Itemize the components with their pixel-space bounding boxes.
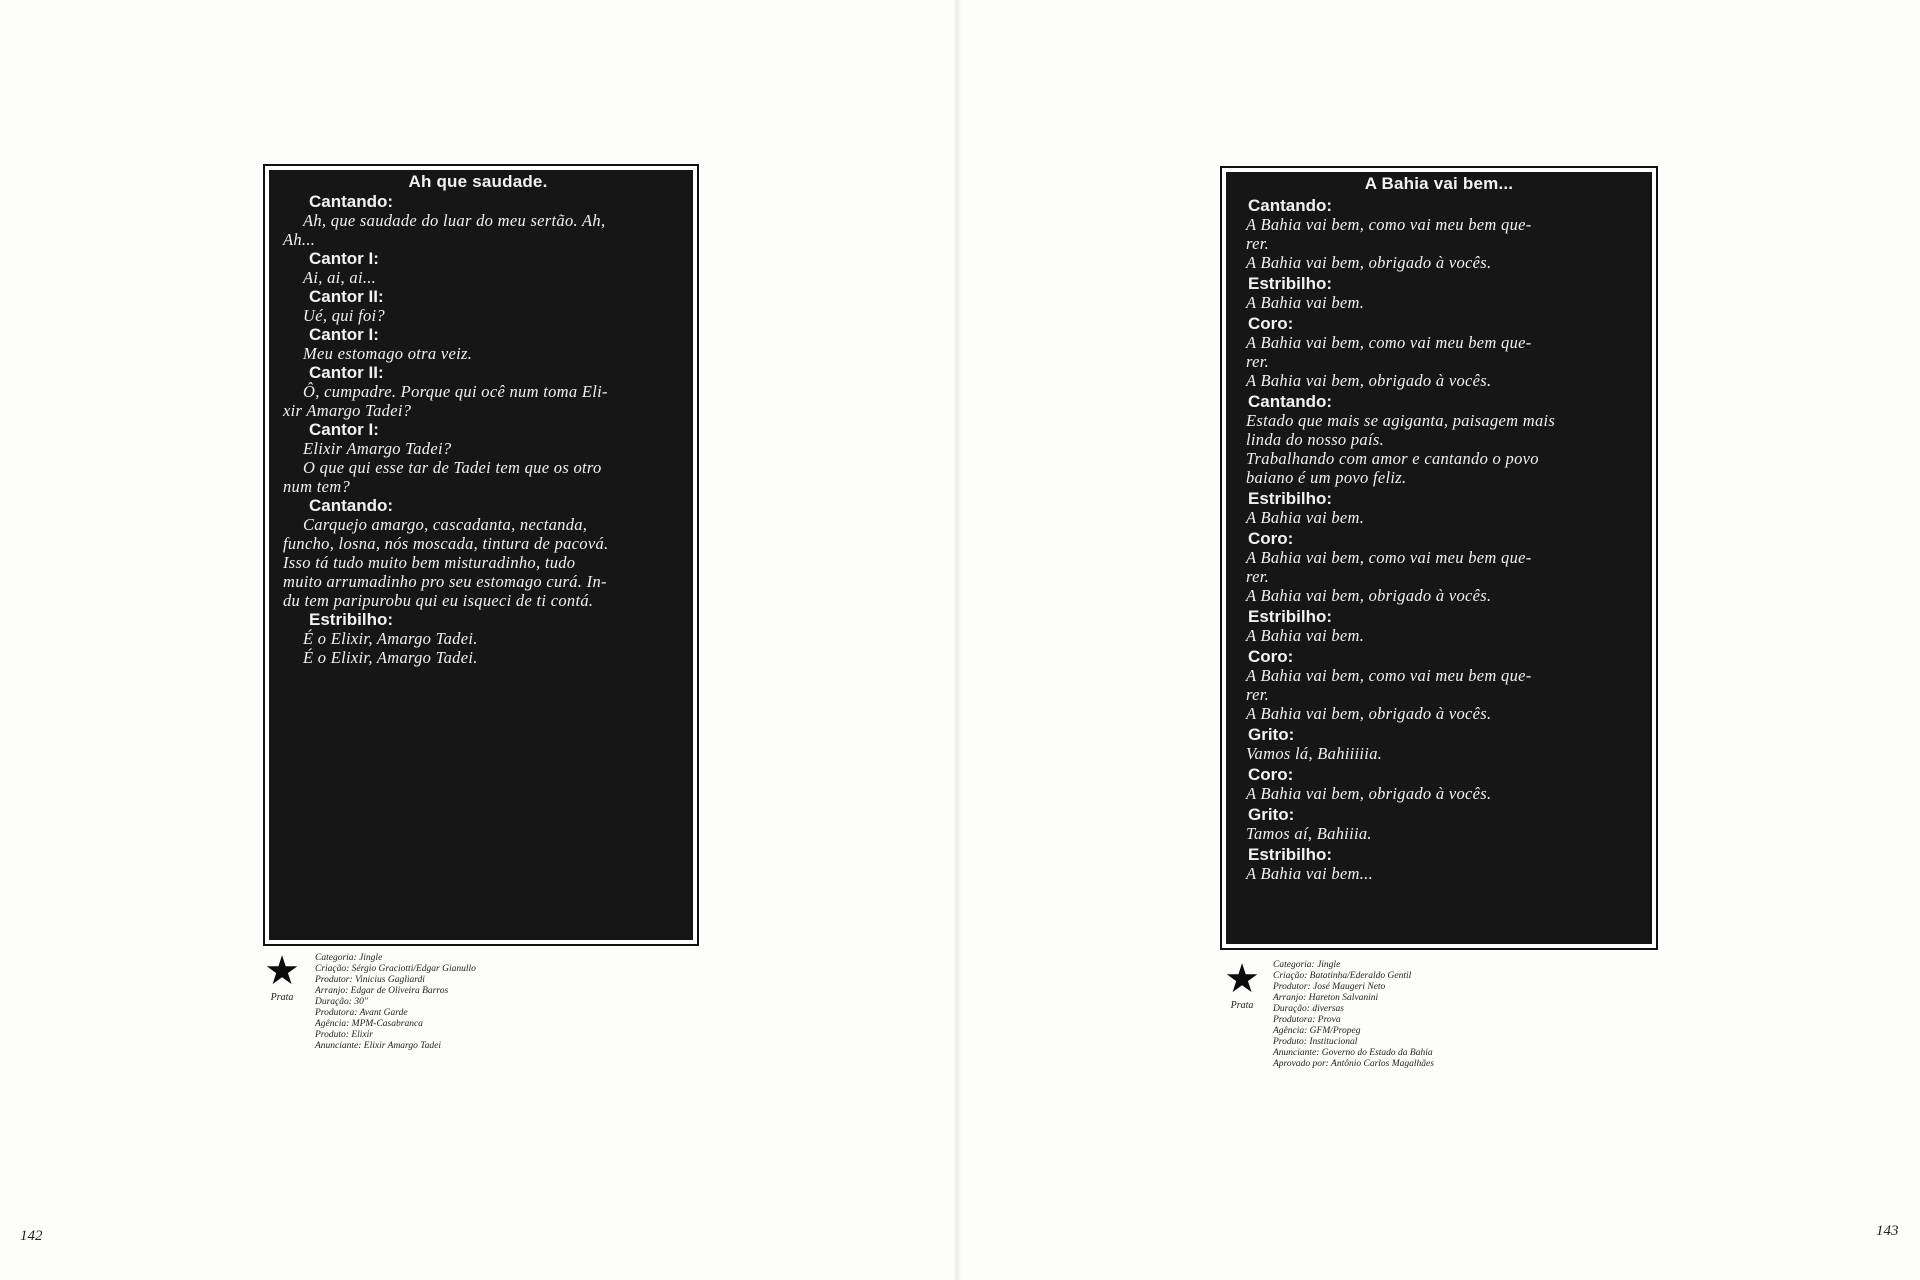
speaker-label: Estribilho:	[1248, 607, 1333, 626]
lyric-line: A Bahia vai bem, obrigado à vocês.	[1246, 586, 1492, 605]
lyric-line: Ah, que saudade do luar do meu sertão. Ah,	[303, 211, 606, 230]
credit-line: Duração: 30"	[315, 997, 368, 1007]
lyric-line: funcho, losna, nós moscada, tintura de pacová.	[283, 534, 609, 553]
credit-line: Agência: MPM-Casabranca	[315, 1019, 423, 1029]
lyric-line: Isso tá tudo muito bem misturadinho, tudo	[283, 553, 576, 572]
lyric-line: Vamos lá, Bahiiiiia.	[1246, 744, 1383, 763]
credit-line: Produtor: José Maugeri Neto	[1273, 982, 1386, 992]
speaker-label: Coro:	[1248, 765, 1294, 784]
right-credits	[1273, 960, 1434, 1070]
left-lyrics-lines	[283, 192, 673, 667]
right-lyrics-panel	[1226, 172, 1652, 944]
lyric-line: Meu estomago otra veiz.	[303, 344, 473, 363]
star-icon: ★	[1224, 956, 1260, 1001]
credit-line: Produtora: Prova	[1273, 1015, 1341, 1025]
lyric-line: A Bahia vai bem, como vai meu bem que-	[1246, 333, 1532, 352]
left-credits	[315, 953, 476, 1052]
lyric-line: A Bahia vai bem, obrigado à vocês.	[1246, 253, 1492, 272]
lyric-line: É o Elixir, Amargo Tadei.	[303, 629, 478, 648]
speaker-label: Cantando:	[1248, 196, 1333, 215]
lyric-line: A Bahia vai bem, como vai meu bem que-	[1246, 666, 1532, 685]
lyric-line: Estado que mais se agiganta, paisagem mais	[1246, 411, 1556, 430]
credit-line: Arranjo: Edgar de Oliveira Barros	[315, 986, 449, 996]
left-award	[262, 948, 302, 1003]
credit-line: Arranjo: Hareton Salvanini	[1273, 993, 1379, 1003]
lyric-line: A Bahia vai bem, obrigado à vocês.	[1246, 784, 1492, 803]
lyric-line: Ô, cumpadre. Porque qui ocê num toma Eli-	[303, 382, 608, 401]
credit-line: Produto: Institucional	[1273, 1037, 1358, 1047]
credit-line: Anunciante: Governo do Estado da Bahia	[1273, 1048, 1433, 1058]
speaker-label: Cantor II:	[309, 363, 384, 382]
lyric-line: A Bahia vai bem, como vai meu bem que-	[1246, 548, 1532, 567]
credit-line: Produtor: Vinicius Gagliardi	[315, 975, 425, 985]
lyric-line: rer.	[1246, 685, 1270, 704]
lyric-line: A Bahia vai bem...	[1246, 864, 1373, 883]
left-award-label: Prata	[270, 992, 294, 1003]
credit-line: Produtora: Avant Garde	[315, 1008, 408, 1018]
speaker-label: Estribilho:	[1248, 274, 1333, 293]
credit-line: Aprovado por: Antônio Carlos Magalhães	[1273, 1059, 1434, 1069]
credit-line: Produto: Elixir	[315, 1030, 373, 1040]
left-page-number: 142	[20, 1228, 43, 1244]
right-lyrics-lines	[1246, 196, 1632, 883]
lyric-line: É o Elixir, Amargo Tadei.	[303, 648, 478, 667]
speaker-label: Cantor I:	[309, 325, 379, 344]
lyric-line: Ai, ai, ai...	[303, 268, 377, 287]
lyric-line: O que qui esse tar de Tadei tem que os otro	[303, 458, 602, 477]
lyric-line: rer.	[1246, 352, 1270, 371]
speaker-label: Grito:	[1248, 805, 1295, 824]
credit-line: Anunciante: Elixir Amargo Tadei	[315, 1041, 442, 1051]
lyric-line: du tem paripurobu qui eu isqueci de ti contá.	[283, 591, 594, 610]
lyric-line: A Bahia vai bem.	[1246, 626, 1365, 645]
speaker-label: Cantando:	[1248, 392, 1333, 411]
left-lyrics-title: Ah que saudade.	[408, 172, 548, 191]
lyric-line: A Bahia vai bem, como vai meu bem que-	[1246, 215, 1532, 234]
lyric-line: linda do nosso país.	[1246, 430, 1385, 449]
right-award-label: Prata	[1230, 1000, 1254, 1011]
right-award	[1222, 956, 1262, 1011]
speaker-label: Cantando:	[309, 192, 394, 211]
speaker-label: Estribilho:	[309, 610, 394, 629]
credit-line: Agência: GFM/Propeg	[1273, 1026, 1361, 1036]
credit-line: Criação: Sérgio Graciotti/Edgar Gianullo	[315, 964, 476, 974]
lyric-line: A Bahia vai bem.	[1246, 508, 1365, 527]
lyric-line: Ah...	[283, 230, 316, 249]
lyric-line: muito arrumadinho pro seu estomago curá. In-	[283, 572, 607, 591]
speaker-label: Estribilho:	[1248, 845, 1333, 864]
lyric-line: xir Amargo Tadei?	[283, 401, 412, 420]
speaker-label: Coro:	[1248, 314, 1294, 333]
speaker-label: Grito:	[1248, 725, 1295, 744]
lyric-line: A Bahia vai bem, obrigado à vocês.	[1246, 704, 1492, 723]
speaker-label: Cantor I:	[309, 249, 379, 268]
speaker-label: Cantor II:	[309, 287, 384, 306]
speaker-label: Coro:	[1248, 647, 1294, 666]
speaker-label: Estribilho:	[1248, 489, 1333, 508]
left-lyrics-panel	[269, 170, 693, 940]
star-icon: ★	[264, 948, 300, 993]
lyric-line: A Bahia vai bem, obrigado à vocês.	[1246, 371, 1492, 390]
lyric-line: baiano é um povo feliz.	[1246, 468, 1407, 487]
credit-line: Criação: Batatinha/Ederaldo Gentil	[1273, 971, 1412, 981]
lyric-line: Trabalhando com amor e cantando o povo	[1246, 449, 1539, 468]
lyric-line: rer.	[1246, 234, 1270, 253]
credit-line: Duração: diversas	[1273, 1004, 1344, 1014]
book-gutter	[952, 0, 962, 1280]
speaker-label: Cantando:	[309, 496, 394, 515]
credit-line: Categoria: Jingle	[315, 953, 383, 963]
lyric-line: Ué, qui foi?	[303, 306, 385, 325]
credit-line: Categoria: Jingle	[1273, 960, 1341, 970]
lyric-line: Carquejo amargo, cascadanta, nectanda,	[303, 515, 588, 534]
lyric-line: A Bahia vai bem.	[1246, 293, 1365, 312]
speaker-label: Coro:	[1248, 529, 1294, 548]
lyric-line: Tamos aí, Bahiiia.	[1246, 824, 1372, 843]
speaker-label: Cantor I:	[309, 420, 379, 439]
right-lyrics-title: A Bahia vai bem...	[1364, 174, 1514, 193]
lyric-line: num tem?	[283, 477, 351, 496]
right-page-number: 143	[1876, 1223, 1899, 1239]
lyric-line: rer.	[1246, 567, 1270, 586]
lyric-line: Elixir Amargo Tadei?	[303, 439, 452, 458]
